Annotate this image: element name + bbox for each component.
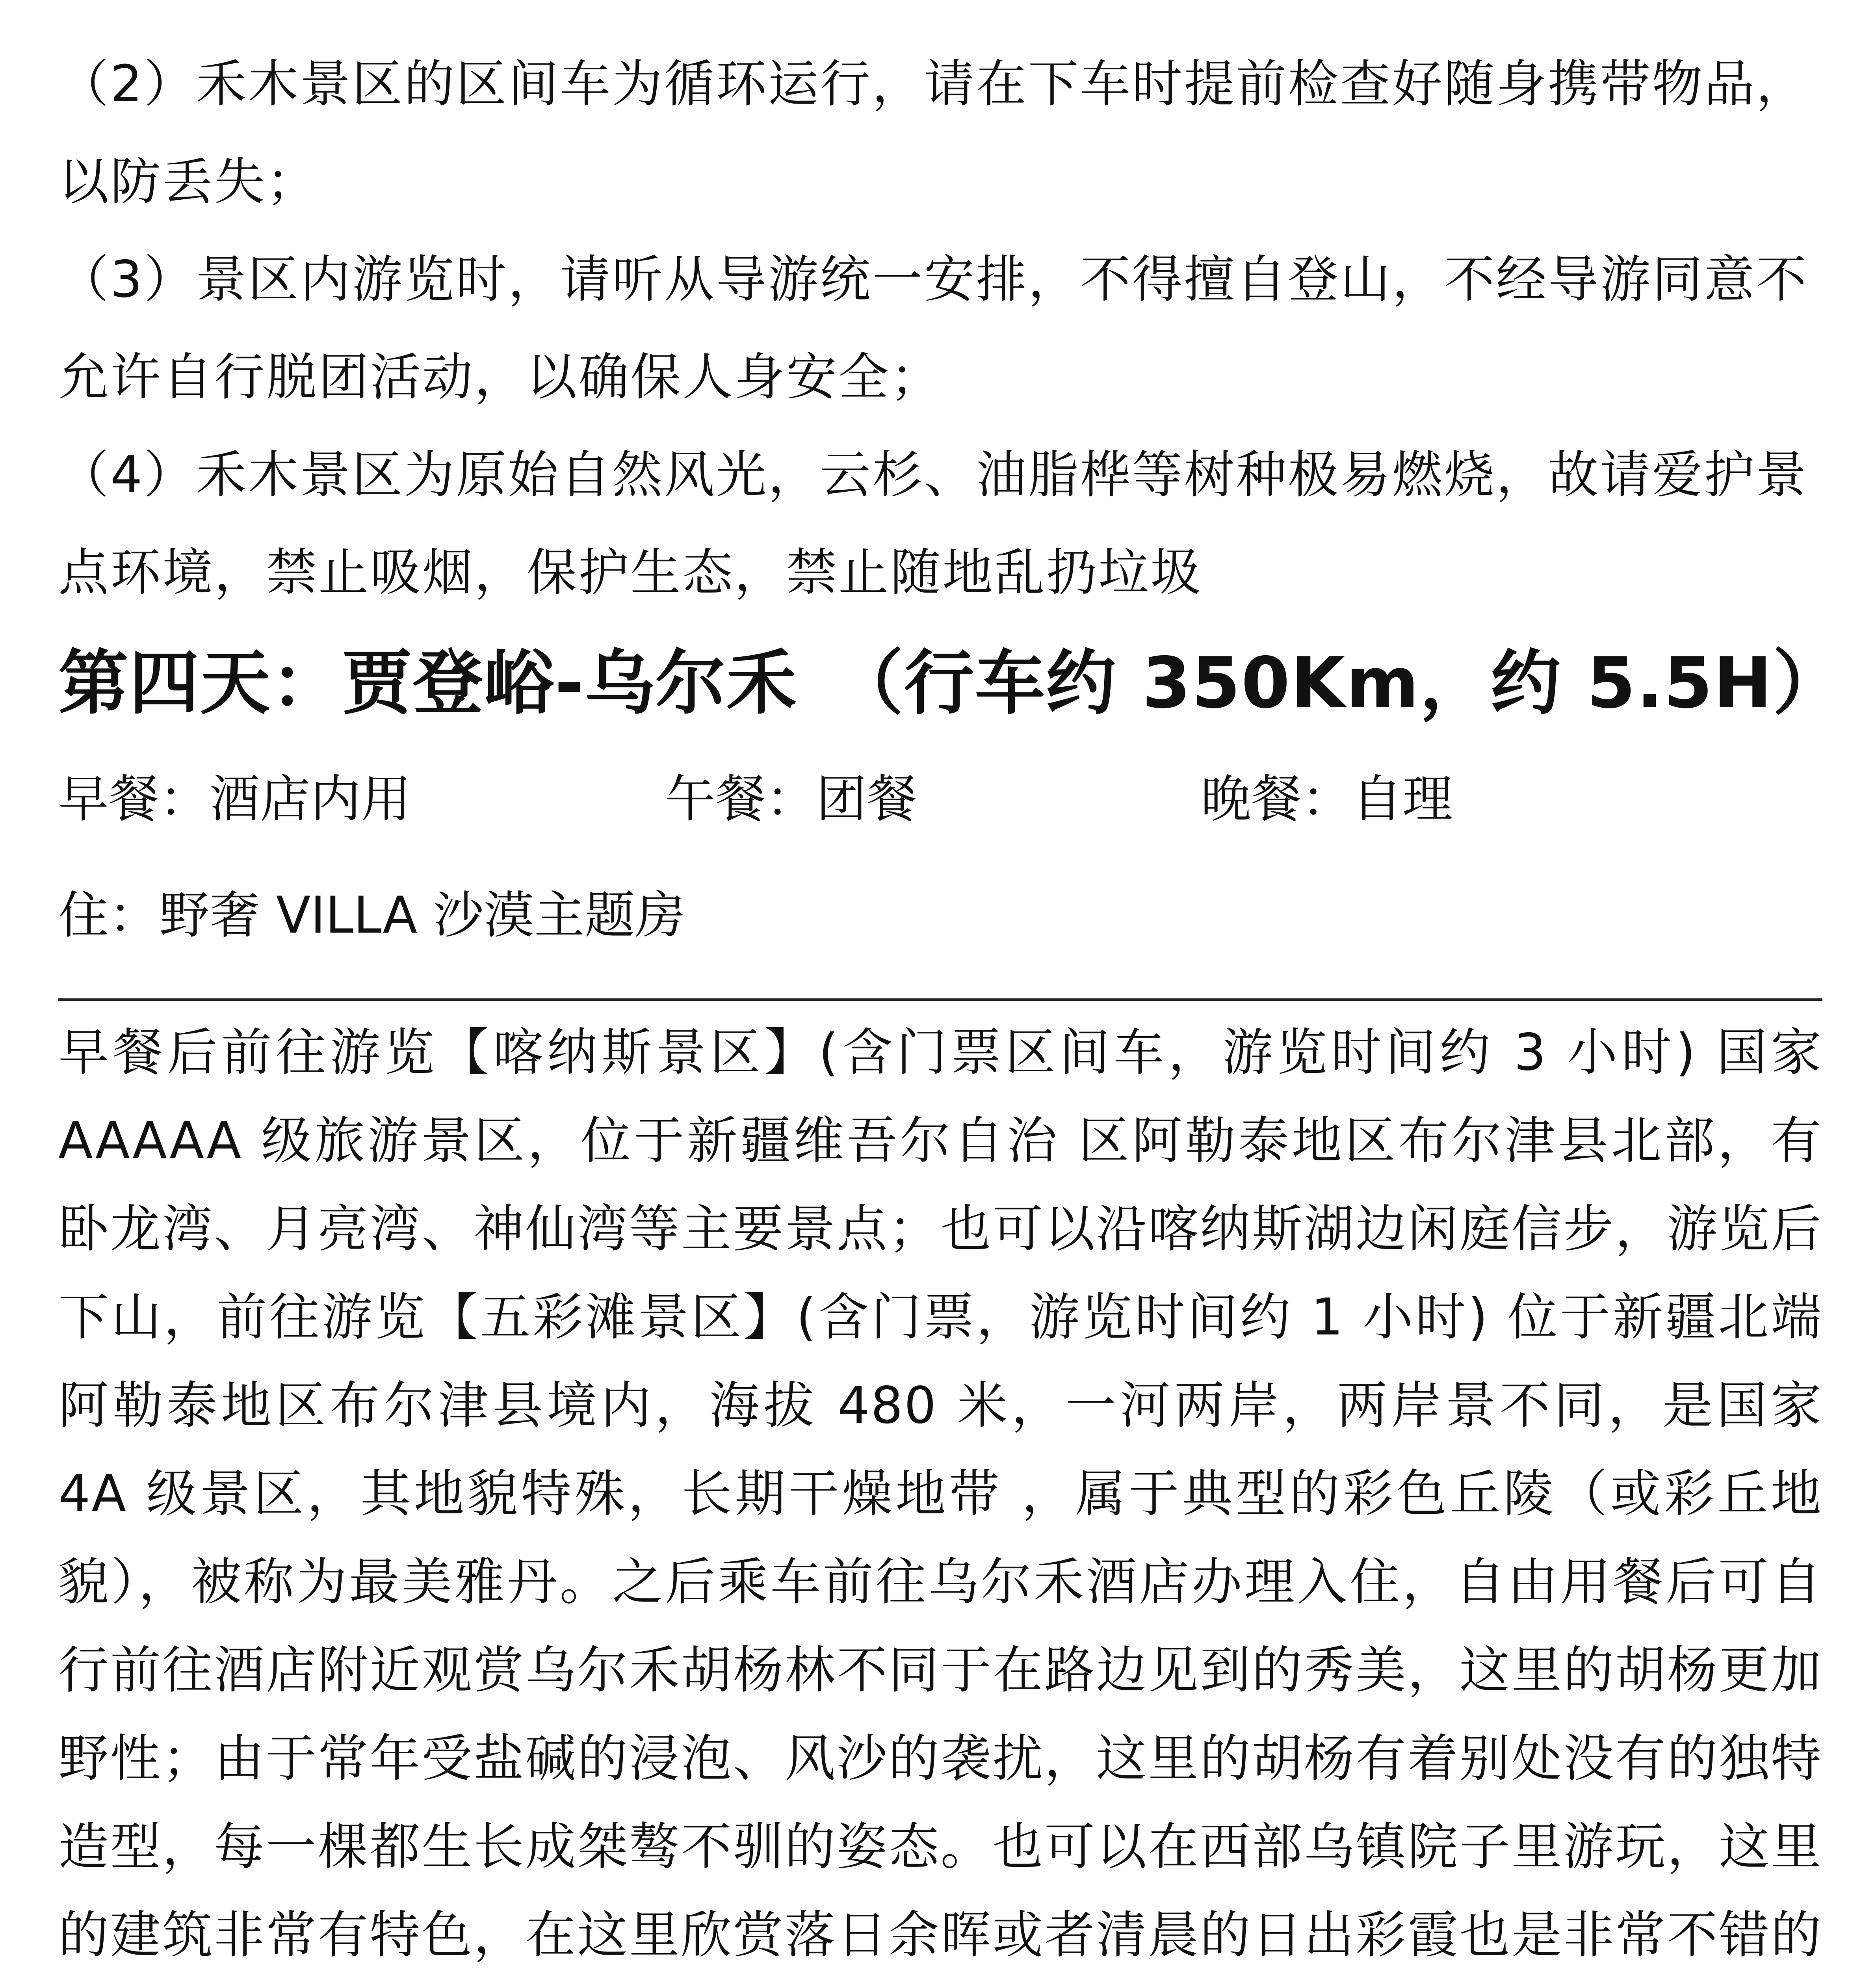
tip-item: （3）景区内游览时，请听从导游统一安排，不得擅自登山，不经导游同意不允许自行脱团活动，以确保人身安全； — [58, 250, 1808, 407]
lunch-info: 午餐：团餐 — [665, 770, 918, 829]
day4-description: 早餐后前往游览【喀纳斯景区】(含门票区间车，游览时间约 3 小时) 国家 AAAAA 级旅游景区，位于新疆维吾尔自治 区阿勒泰地区布尔津县北部，有卧龙湾、月亮湾、神仙湾等主要景点；也可以沿喀纳斯湖边闲庭信步，游览后下山，前往游览【五彩滩景区】(含门票，游览时间约 1 小时) 位于新疆北端阿勒泰地区布尔津县境内，海拔 480 米，一河两岸，两岸景不同，是国家 4A 级景区，其地貌特殊，长期干燥地带 ，属于典型的彩色丘陵（或彩丘地貌），被称为最美雅丹。之后乘车前往乌尔禾酒店办理入住，自由用餐后可自行前往酒店附近观赏乌尔禾胡杨林不同于在路边见到的秀美，这里的胡杨更加野性；由于常年受盐碱的浸泡、风沙的袭扰，这里的胡杨有着别处没有的独特造型，每一棵都生长成桀骜不驯的姿态。也可以在西部乌镇院子里游玩，这里的建筑非常有特色，在这里欣赏落日余晖或者清晨的日出彩霞也是非常不错的 — [58, 1023, 1822, 1964]
day4-heading: 第四天：贾登峪-乌尔禾 （行车约 350Km，约 5.5H） — [58, 642, 1844, 724]
meals-row — [58, 742, 1822, 857]
accommodation-info: 住：野奢 VILLA 沙漠主题房 — [58, 886, 685, 945]
dinner-info: 晚餐：自理 — [1201, 770, 1453, 829]
tip-item: （2）禾木景区的区间车为循环运行，请在下车时提前检查好随身携带物品，以防丢失； — [58, 55, 1808, 211]
breakfast-info: 早餐：酒店内用 — [58, 770, 412, 829]
tip-item: （4）禾木景区为原始自然风光，云杉、油脂桦等树种极易燃烧，故请爱护景点环境，禁止吸烟，保护生态，禁止随地乱扔垃圾 — [58, 446, 1808, 602]
divider — [58, 998, 1822, 1001]
itinerary-page — [58, 35, 1844, 1970]
